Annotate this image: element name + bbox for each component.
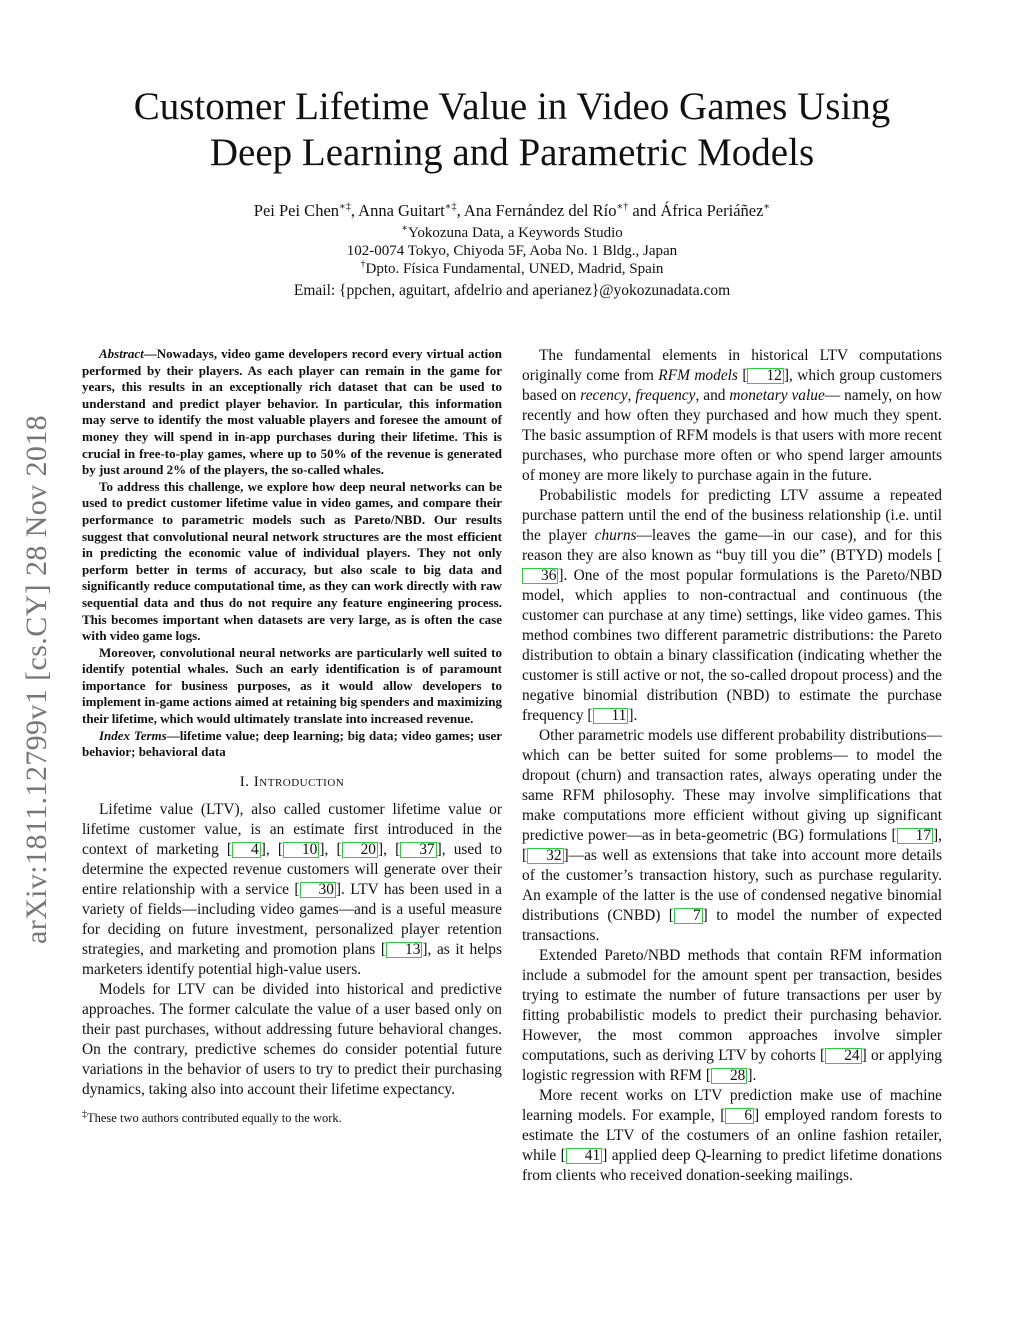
affiliation-1: ∗Yokozuna Data, a Keywords Studio [401,223,623,241]
citation-link[interactable]: 6 [725,1108,754,1124]
right-p4-b: or applying logistic regression with RFM [522,1047,942,1084]
email-line: Email: {ppchen, aguitart, afdelrio and aperianez}@yokozunadata.com [293,282,731,299]
right-p2-c: . One of the most popular formulations is the Pareto/NBD model, which applies to non-contractual and continuous (the customer can purchase at any time) settings, like video games. This method combines two different parametric distributions: the Pareto distribution to obtain a binary classification (indicating whether the customer is still active or not, the so-called dropout process) and the negative binomial distribution (NBD) to estimate the purchase frequency [522,567,942,724]
right-paragraph-5: More recent works on LTV prediction make use of machine learning models. For example, [ 6 ] employed random forests to estimate the LTV of the costumers of an online fashion retailer, while [ 41 ] applied deep Q-learning to predict lifetime donations from clients who received donation-seeking mailings. [522,1087,942,1184]
affiliation-2-text: 102-0074 Tokyo, Chiyoda 5F, Aoba No. 1 Bldg., Japan [346,243,678,259]
paper-title [0,84,1024,176]
citation-link[interactable]: 20 [342,842,378,858]
citation-link[interactable]: 17 [897,828,933,844]
right-p1-b: , which group customers based on [522,367,942,404]
term-churns: churns [594,527,637,544]
author-4: África Periáñez [660,201,764,220]
right-p3-c: to model the number of expected transactions. [522,907,942,944]
author-2: Anna Guitart [358,201,445,220]
intro-p1-a: Lifetime value (LTV), also called customer lifetime value or lifetime customer value, is an estimate first introduced in the context of marketing [82,800,502,858]
right-column [522,346,942,1186]
right-p5-c: applied deep Q-learning to predict lifetime donations from clients who received donation-seeking mailings. [522,1147,942,1184]
abstract-p1: Nowadays, video game developers record every virtual action performed by their players. As each player can remain in the game for years, this results in an exceptionally rich dataset that can be used to understand and predict player behavior. In particular, this information may serve to identify the most valuable players and foresee the amount of money they will spend in in-app purchases during their lifetime. This is crucial in free-to-play games, where up to 50% of the revenue is generated by just around 2% of the players, the so-called whales. [82,346,502,478]
affiliation-3-text: Dpto. Física Fundamental, UNED, Madrid, Spain [365,261,664,277]
citation-link[interactable]: 11 [593,708,629,724]
right-p1-c: — namely, on how recently and how often they purchased and how much they spent. The basic assumption of RFM models is that users with more recent purchases, who purchase more often or who spend larger amounts of money are more likely to purchase again in the future. [522,387,942,484]
title-line-1: Customer Lifetime Value in Video Games Using [133,85,891,128]
citation-link[interactable]: 41 [566,1148,602,1164]
introduction-text [82,800,502,1126]
right-p2-a: Probabilistic models for predicting LTV assume a repeated purchase pattern until the end of the business relationship (i.e. until the player [522,487,942,544]
abstract-p2: To address this challenge, we explore how deep neural networks can be used to predict customer lifetime value in video games, and compare their performance to parametric models such as Pareto/NBD. Our results suggest that convolutional neural network structures are the most efficient in predicting the economic value of individual players. They not only perform better in terms of accuracy, but also scale to big data and significantly reduce computational time, as they can work directly with raw sequential data and thus do not require any feature engineering process. This becomes important when datasets are very large, as is often the case with video game logs. [82,478,502,644]
intro-paragraph-2: Models for LTV can be divided into historical and predictive approaches. The former calculate the value of a user based only on their past purchases, without addressing future behavioral changes. On the contrary, predictive schemes do consider potential future variations in the behavior of users to try to predict their purchasing dynamics, taking also into account their lifetime expectancy. [82,980,502,1098]
citation-link[interactable]: 28 [711,1068,747,1084]
right-p2-b: —leaves the game—in our case), and for this reason they are also known as “buy till you die” (BTYD) models [522,527,942,564]
citation-link[interactable]: 4 [232,842,261,858]
arxiv-identifier: arXiv:1811.12799v1 [cs.CY] 28 Nov 2018 [20,414,53,944]
term-monetary-value: monetary value [729,387,825,404]
section-title: Introduction [253,773,345,790]
author-and: and [632,201,657,220]
citation-link[interactable]: 10 [283,842,319,858]
right-p5-a: More recent works on LTV prediction make use of machine learning models. For example, [522,1087,942,1124]
author-1: Pei Pei Chen [253,201,340,220]
right-p5-b: employed random forests to estimate the LTV of the costumers of an online fashion retailer, while [522,1107,942,1164]
abstract-label: Abstract [99,346,144,361]
citation-link[interactable]: 36 [522,568,558,584]
title-line-2: Deep Learning and Parametric Models [209,131,815,174]
left-column [82,346,502,1126]
right-p1-and: , and [695,387,730,404]
right-paragraph-4: Extended Pareto/NBD methods that contain RFM information include a submodel for the amount spent per transaction, besides trying to estimate the number of future transactions per user by fitting probabilistic models to predict their purchasing behavior. However, the most common approaches involve simpler computations, such as deriving LTV by cohorts [ 24 ] or applying logistic regression with RFM [ 28 ]. [522,947,942,1084]
right-p3-a: Other parametric models use different probability distributions—which can be better suited for some problems— to model the dropout (churn) and transaction rates, always operating under the same RFM philosophy. These may involve simplifications that make computations more efficient without giving up significant predictive power—as in beta-geometric (BG) formulations [522,727,942,844]
author-3: Ana Fernández del Río [463,201,617,220]
term-frequency: frequency [635,387,696,404]
abstract-p3: Moreover, convolutional neural networks are particularly well suited to identify potential whales. Such an early identification is of paramount importance for business purposes, as it would allow developers to implement in-game actions aimed at retaining big spenders and maximizing their lifetime, which would ultimately translate into increased revenue. [82,644,502,727]
affiliation-1-text: Yokozuna Data, a Keywords Studio [408,225,623,241]
intro-p1-d: , as it helps marketers identify potential high-value users. [82,940,502,978]
term-recency: recency [580,387,628,404]
citation-link[interactable]: 24 [825,1048,861,1064]
citation-link[interactable]: 32 [527,848,563,864]
abstract: Abstract—Nowadays, video game developers record every virtual action performed by their players. As each player can remain in the game for years, this results in an exceptionally rich dataset that can be used to understand and predict player behavior. In particular, this information may serve to identify the most valuable players and foresee the amount of money they will spend in in-app purchases during their lifetime. This is crucial in free-to-play games, where up to 50% of the revenue is generated by just around 2% of the players, the so-called whales. To address this challenge, we explore how deep neural networks can be used to predict customer lifetime value in video games, and compare their performance to parametric models such as Pareto/NBD. Our results suggest that convolutional neural network structures are the most efficient in predicting the economic value of individual players. They not only perform better in terms of accuracy, but also scale to big data and significantly reduce computational time, as they can work directly with raw sequential data and thus do not require any feature engineering process. This becomes important when datasets are very large, as is often the case with video game logs. Moreover, convolutional neural networks are particularly well suited to identify potential whales. Such an early identification is of paramount importance for business purposes, as it would allow developers to implement in-game actions aimed at retaining big spenders and maximizing their lifetime, which would ultimately translate into increased revenue. Index Terms—lifetime value; deep learning; big data; video games; user behavior; behavioral data [82,346,502,760]
section-number: I. [239,773,250,790]
footnote: ‡These two authors contributed equally to the work. [82,1108,342,1125]
author-list: Pei Pei Chen∗‡, Anna Guitart∗‡, Ana Fernández del Río∗† and África Periáñez∗ [253,201,771,220]
citation-link[interactable]: 13 [386,942,422,958]
right-p4-a: Extended Pareto/NBD methods that contain RFM information include a submodel for the amount spent per transaction, besides trying to estimate the number of future transactions per user by fitting probabilistic models to predict their purchasing behavior. However, the most common approaches involve simpler computations, such as deriving LTV by cohorts [522,947,942,1064]
citation-link[interactable]: 12 [747,368,783,384]
citation-link[interactable]: 30 [300,882,336,898]
intro-p1-c: . LTV has been used in a variety of fields—including video games—and is a useful measure for deciding on future investment, personalized player retention strategies, and marketing and promotion plans [82,880,502,958]
index-terms: lifetime value; deep learning; big data; video games; user behavior; behavioral data [82,727,502,760]
section-heading-introduction [82,774,502,791]
citation-link[interactable]: 7 [674,908,703,924]
term-rfm-models: RFM models [658,367,738,384]
right-paragraph-2: Probabilistic models for predicting LTV assume a repeated purchase pattern until the end of the business relationship (i.e. until the player churns—leaves the game—in our case), and for this reason they are also known as “buy till you die” (BTYD) models [36 ]. One of the most popular formulations is the Pareto/NBD model, which applies to non-contractual and continuous (the customer can purchase at any time) settings, like video games. This method combines two different parametric distributions: the Pareto distribution to obtain a binary classification (indicating whether the customer is still active or not, the so-called dropout process) and the negative binomial distribution (NBD) to estimate the purchase frequency [ 11 ]. [522,487,942,724]
index-terms-label: Index Terms [99,727,167,743]
right-paragraph-1: The fundamental elements in historical LTV computations originally come from RFM models [ 12 ], which group customers based on recency, frequency, and monetary value— namely, on how recently and how often they purchased and how much they spent. The basic assumption of RFM models is that users with more recent purchases, who purchase more often or who spend larger amounts of money are more likely to purchase again in the future. [522,347,942,484]
right-p1-a: The fundamental elements in historical LTV computations originally come from [522,347,942,384]
right-column-text [522,346,942,1186]
right-paragraph-3: Other parametric models use different probability distributions—which can be better suited for some problems— to model the dropout (churn) and transaction rates, always operating under the same RFM philosophy. These may involve simplifications that make computations more efficient without giving up significant predictive power—as in beta-geometric (BG) formulations [ 17 ], [ 32 ]—as well as extensions that take into account more details of the customer’s transaction history, such as purchase regularity. An example of the latter is the use of condensed negative binomial distributions (CNBD) [ 7 ] to model the number of expected transactions. [522,727,942,944]
citation-link[interactable]: 37 [400,842,436,858]
right-p3-b: —as well as extensions that take into account more details of the customer’s transaction history, such as purchase regularity. An example of the latter is the use of condensed negative binomial distributions (CNBD) [522,847,942,924]
footnote-text: These two authors contributed equally to the work. [87,1110,342,1125]
intro-paragraph-1: Lifetime value (LTV), also called customer lifetime value or lifetime customer value, is an estimate first introduced in the context of marketing [ 4 ], [ 10 ], [ 20 ], [ 37 ], used to determine the expected revenue customers will generate over their entire relationship with a service [ 30 ]. LTV has been used in a variety of fields—including video games—and is a useful measure for deciding on future investment, personalized player retention strategies, and marketing and promotion plans [ 13 ], as it helps marketers identify potential high-value users. [82,800,503,978]
affiliation-3: †Dpto. Física Fundamental, UNED, Madrid, Spain [360,259,664,277]
affiliation-2 [0,242,1024,260]
intro-p1-b: , used to determine the expected revenue customers will generate over their entire relationship with a service [82,840,503,898]
